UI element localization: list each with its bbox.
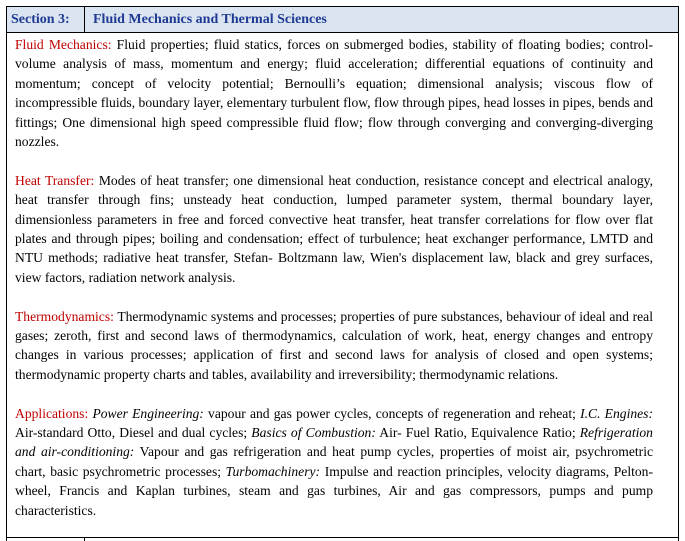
heat-transfer-paragraph <box>15 171 653 287</box>
power-engineering-label: Power Engineering: <box>92 405 204 421</box>
section-number: Section 3: <box>7 7 85 32</box>
turbomachinery-text: Impulse and reaction principles, velocity diagrams, Pelton-wheel, Francis and Kaplan turbines, steam and gas turbines, Air and gas compressors, pumps and pump characteristics. <box>15 463 654 518</box>
table-bottom-rule <box>6 537 679 538</box>
fluid-mechanics-text: Fluid properties; fluid statics, forces on submerged bodies, stability of floating bodies; control-volume analysis of mass, momentum and energy; fluid acceleration; differential equations of continuity and momentum; concept of velocity potential; Bernoulli’s equation; dimensional analysis; viscous flow of incompressible fluids, boundary layer, elementary turbulent flow, flow through pipes, head losses in pipes, bends and fittings; One dimensional high speed compressible fluid flow; flow through converging and converging-diverging nozzles. <box>15 37 654 150</box>
combustion-text: Air- Fuel Ratio, Equivalence Ratio; <box>375 425 580 441</box>
section-header-row <box>6 6 679 33</box>
heat-transfer-text: Modes of heat transfer; one dimensional heat conduction, resistance concept and electrical analogy, heat transfer through fins; unsteady heat conduction, lumped parameter system, thermal boundary layer, dimensionless parameters in free and forced convective heat transfer, heat transfer correlations for flow over flat plates and through pipes; boiling and condensation; effect of turbulence; heat exchanger performance, LMTD and NTU methods; radiative heat transfer, Stefan- Boltzmann law, Wien's displacement law, black and grey surfaces, view factors, radiation network analysis. <box>15 172 653 285</box>
fluid-mechanics-heading: Fluid Mechanics: <box>15 37 112 52</box>
ic-engines-text: Air-standard Otto, Diesel and dual cycles; <box>15 425 252 441</box>
thermodynamics-heading: Thermodynamics: <box>15 308 114 324</box>
refrigeration-label: Refrigeration and air-conditioning: <box>15 425 653 460</box>
applications-heading: Applications: <box>15 405 89 421</box>
heat-transfer-heading: Heat Transfer: <box>15 172 95 188</box>
refrigeration-text: Vapour and gas refrigeration and heat pump cycles, properties of moist air, psychrometric chart, basic psychrometric processes; <box>15 444 654 479</box>
fluid-mechanics-paragraph <box>15 35 653 151</box>
turbomachinery-label: Turbomachinery: <box>225 463 321 479</box>
thermodynamics-paragraph <box>15 307 653 385</box>
power-engineering-text: vapour and gas power cycles, concepts of regeneration and reheat; <box>203 405 581 421</box>
ic-engines-label: I.C. Engines: <box>580 405 653 421</box>
section-content <box>15 35 653 540</box>
combustion-label: Basics of Combustion: <box>251 425 376 441</box>
thermodynamics-text: Thermodynamic systems and processes; properties of pure substances, behaviour of ideal and real gases; zeroth, first and second laws of thermodynamics, calculation of work, heat, energy changes and entropy changes in various processes; application of first and second laws for analysis of closed and open systems; thermodynamic property charts and tables, availability and irreversibility; thermodynamic relations. <box>15 308 653 382</box>
section-title: Fluid Mechanics and Thermal Sciences <box>93 12 327 27</box>
table-column-divider <box>84 537 85 541</box>
applications-paragraph <box>15 404 653 520</box>
